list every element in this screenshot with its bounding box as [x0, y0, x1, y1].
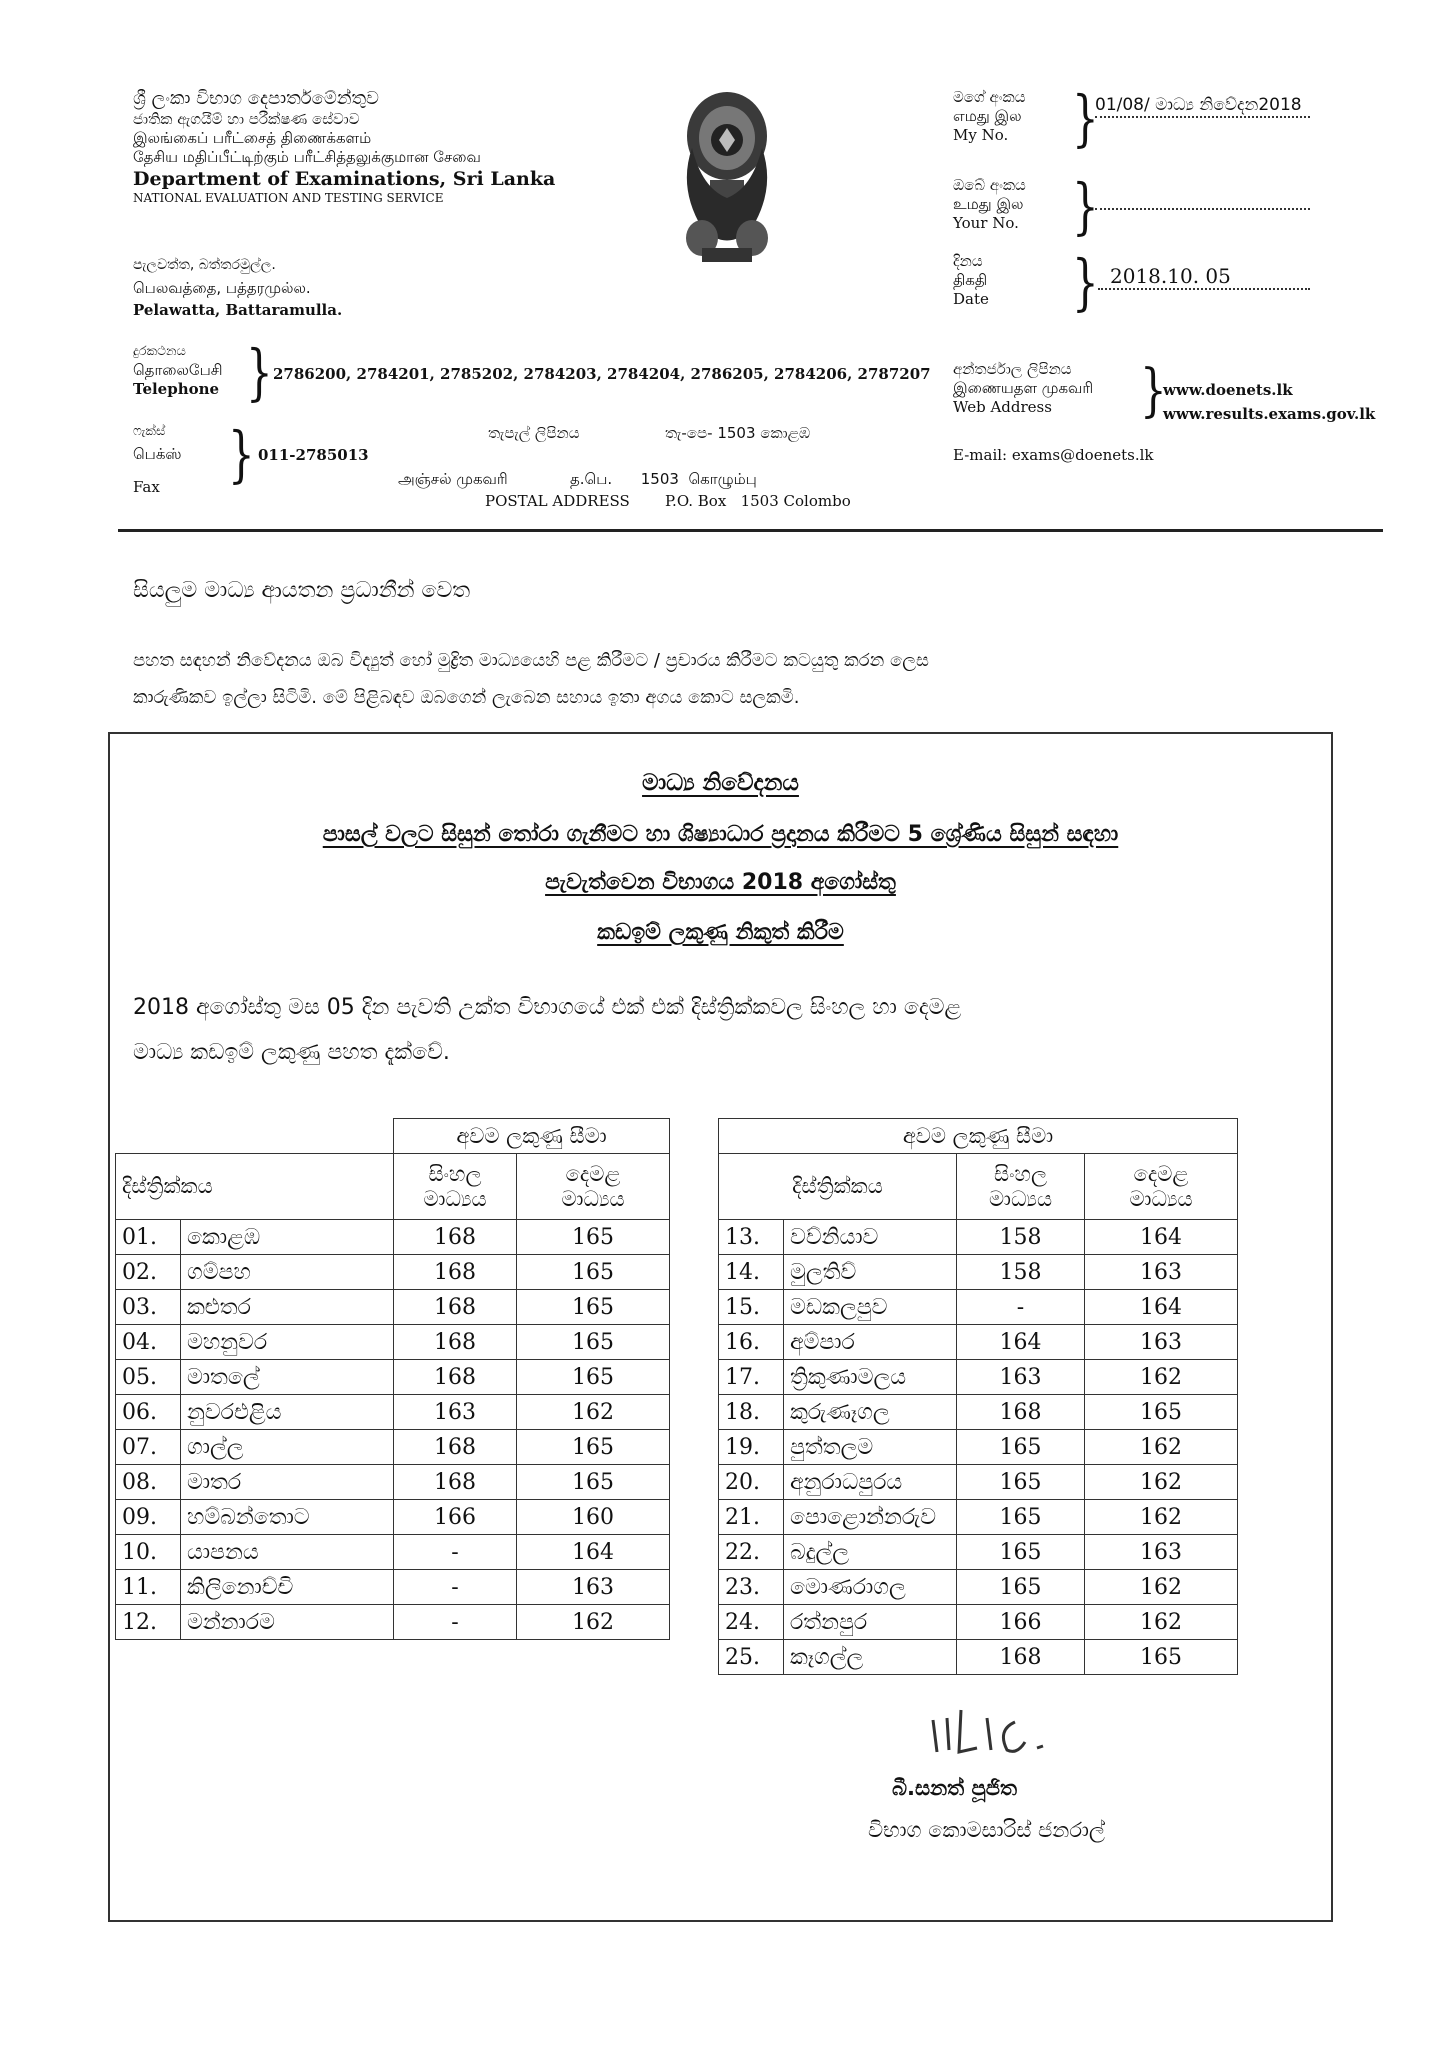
notice-title: [108, 770, 1333, 796]
district-name: හම්බන්තොට: [181, 1500, 394, 1535]
district-number: 13.: [719, 1220, 784, 1255]
tamil-cutoff: 165: [517, 1255, 670, 1290]
district-number: 12.: [116, 1605, 181, 1640]
tamil-cutoff: 165: [1085, 1395, 1238, 1430]
table-row: [116, 1430, 670, 1465]
notice-subtitle-2-text: පැවැත්වෙන විභාගය 2018 අගෝස්තු: [545, 870, 896, 895]
tamil-cutoff: 162: [1085, 1500, 1238, 1535]
tamil-cutoff: 165: [517, 1290, 670, 1325]
district-number: 03.: [116, 1290, 181, 1325]
dept-service-tamil: தேசிய மதிப்பீட்டிற்கும் பரீட்சித்தலுக்குமான சேவை: [133, 148, 481, 166]
table-row: [719, 1290, 1238, 1325]
sinhala-cutoff: 168: [394, 1465, 517, 1500]
tamil-cutoff: 163: [1085, 1535, 1238, 1570]
district-number: 06.: [116, 1395, 181, 1430]
tamil-cutoff: 164: [1085, 1220, 1238, 1255]
district-number: 17.: [719, 1360, 784, 1395]
intro-line-1: පහත සඳහන් නිවේදනය ඔබ විද්‍යුත් හෝ මුද්‍රිත මාධ්‍යයෙහි පළ කිරීමට / ප්‍රචාරය කිරීමට කටයුතු කරන ලෙස: [133, 650, 929, 671]
tamil-cutoff: 162: [517, 1605, 670, 1640]
district-number: 08.: [116, 1465, 181, 1500]
district-name: මුලතිව්: [784, 1255, 957, 1290]
sinhala-cutoff: 168: [394, 1325, 517, 1360]
dept-name-english: Department of Examinations, Sri Lanka: [133, 168, 556, 190]
district-number: 23.: [719, 1570, 784, 1605]
table-row: [719, 1500, 1238, 1535]
district-name: වව්නියාව: [784, 1220, 957, 1255]
my-no-label-sinhala: මගේ අංකය: [953, 88, 1026, 106]
district-number: 01.: [116, 1220, 181, 1255]
your-no-value: [1095, 190, 1310, 210]
date-labels: [953, 252, 1078, 309]
address-block: [133, 256, 513, 320]
table-row: [116, 1570, 670, 1605]
district-number: 15.: [719, 1290, 784, 1325]
sri-lanka-emblem: [672, 88, 782, 268]
district-number: 20.: [719, 1465, 784, 1500]
dept-name-sinhala: ශ්‍රී ලංකා විභාග දෙපාර්තමේන්තුව: [133, 88, 379, 109]
table-row: [719, 1360, 1238, 1395]
table-row: [719, 1640, 1238, 1675]
sinhala-cutoff: 165: [957, 1500, 1085, 1535]
table-row: [719, 1325, 1238, 1360]
sinhala-cutoff: 168: [394, 1430, 517, 1465]
table-left-sinhala-header: සිංහල මාධ්‍යය: [394, 1154, 517, 1220]
telephone-numbers: 2786200, 2784201, 2785202, 2784203, 2784204, 2786205, 2784206, 2787207: [273, 365, 931, 383]
district-name: කිලිනොච්චි: [181, 1570, 394, 1605]
sinhala-cutoff: 164: [957, 1325, 1085, 1360]
table-right-tamil-header: දෙමළ මාධ්‍යය: [1085, 1154, 1238, 1220]
tamil-cutoff: 165: [517, 1430, 670, 1465]
district-name: ත්‍රිකුණාමලය: [784, 1360, 957, 1395]
fax-number: 011-2785013: [258, 446, 369, 464]
district-number: 04.: [116, 1325, 181, 1360]
district-name: කෑගල්ල: [784, 1640, 957, 1675]
tamil-cutoff: 163: [517, 1570, 670, 1605]
district-number: 05.: [116, 1360, 181, 1395]
table-row: [719, 1220, 1238, 1255]
signature-mark: [925, 1700, 1065, 1760]
notice-subtitle-2: [108, 870, 1333, 895]
table-row: [116, 1395, 670, 1430]
district-name: ගම්පහ: [181, 1255, 394, 1290]
tamil-cutoff: 164: [1085, 1290, 1238, 1325]
sinhala-cutoff: -: [957, 1290, 1085, 1325]
postal-label-tamil: அஞ்சல் முகவரி: [398, 470, 508, 488]
sinhala-cutoff: 168: [394, 1290, 517, 1325]
district-number: 11.: [116, 1570, 181, 1605]
your-no-label-english: Your No.: [953, 214, 1019, 232]
salutation: සියලුම මාධ්‍ය ආයතන ප්‍රධානීන් වෙත: [133, 578, 471, 603]
sinhala-cutoff: 168: [957, 1395, 1085, 1430]
district-name: අනුරාධපුරය: [784, 1465, 957, 1500]
table-left-district-header: දිස්ත්‍රික්කය: [116, 1154, 394, 1220]
intro-line-2: කාරුණිකව ඉල්ලා සිටිමි. මේ පිළිබඳව ඔබගෙන් ලැබෙන සහාය ඉතා අගය කොට සලකමි.: [133, 687, 800, 708]
fax-label-tamil: பெக்ஸ்: [133, 445, 182, 463]
district-name: නුවරඑළිය: [181, 1395, 394, 1430]
notice-subtitle-3-text: කඩඉම් ලකුණු නිකුත් කිරීම: [597, 920, 844, 945]
district-number: 22.: [719, 1535, 784, 1570]
tamil-cutoff: 162: [1085, 1605, 1238, 1640]
table-right-body: [719, 1220, 1238, 1675]
table-row: [116, 1290, 670, 1325]
notice-paragraph-2: මාධ්‍ය කඩඉම් ලකුණු පහත දැක්වේ.: [133, 1040, 450, 1065]
postal-value-sinhala: තැ-පෙ- 1503 කොළඹ: [665, 424, 811, 442]
signatory-name: බී.සනත් පූජිත: [892, 1776, 1017, 1800]
telephone-label-tamil: தொலைபேசி: [133, 361, 223, 379]
tamil-cutoff: 162: [1085, 1465, 1238, 1500]
address-tamil: பெலவத்தை, பத்தரமுல்ல.: [133, 279, 311, 297]
sinhala-cutoff: 166: [957, 1605, 1085, 1640]
tamil-cutoff: 165: [517, 1360, 670, 1395]
table-row: [116, 1255, 670, 1290]
my-no-labels: [953, 88, 1078, 145]
your-no-label-tamil: உமது இல: [953, 195, 1024, 213]
dept-service-english: NATIONAL EVALUATION AND TESTING SERVICE: [133, 191, 444, 205]
notice-subtitle-1-text: පාසල් වලට සිසුන් තෝරා ගැනීමට හා ශිෂ්‍යාධාර ප්‍රදානය කිරීමට 5 ශ්‍රේණිය සිසුන් සඳහා: [322, 822, 1119, 847]
your-no-brace: }: [1072, 170, 1099, 242]
web-url-2[interactable]: www.results.exams.gov.lk: [1163, 405, 1376, 423]
district-number: 07.: [116, 1430, 181, 1465]
my-no-value: 01/08/ මාධ්‍ය නිවේදන2018: [1095, 94, 1310, 118]
sinhala-cutoff: 168: [394, 1360, 517, 1395]
sinhala-cutoff: 165: [957, 1430, 1085, 1465]
district-name: කළුතර: [181, 1290, 394, 1325]
tamil-cutoff: 164: [517, 1535, 670, 1570]
sinhala-cutoff: 163: [957, 1360, 1085, 1395]
district-number: 09.: [116, 1500, 181, 1535]
sinhala-cutoff: 165: [957, 1465, 1085, 1500]
postal-value-tamil: த.பெ. 1503 கொழும்பு: [570, 470, 757, 488]
web-url-1[interactable]: www.doenets.lk: [1163, 381, 1293, 399]
sinhala-cutoff: 158: [957, 1220, 1085, 1255]
district-number: 14.: [719, 1255, 784, 1290]
date-value: 2018.10. 05: [1098, 264, 1310, 290]
table-row: [116, 1465, 670, 1500]
district-name: ගාල්ල: [181, 1430, 394, 1465]
tamil-cutoff: 163: [1085, 1325, 1238, 1360]
telephone-brace: }: [246, 336, 273, 408]
sinhala-cutoff: 163: [394, 1395, 517, 1430]
sinhala-cutoff: -: [394, 1535, 517, 1570]
date-label-tamil: திகதி: [953, 271, 988, 289]
table-row: [719, 1605, 1238, 1640]
telephone-labels: [133, 342, 258, 399]
tamil-cutoff: 163: [1085, 1255, 1238, 1290]
web-label-tamil: இணையதள முகவரி: [953, 379, 1094, 397]
district-name: යාපනය: [181, 1535, 394, 1570]
table-left-body: [116, 1220, 670, 1640]
fax-label-english: Fax: [133, 478, 160, 496]
table-row: [719, 1395, 1238, 1430]
table-row: [719, 1570, 1238, 1605]
date-label-sinhala: දිනය: [953, 252, 983, 270]
postal-label-english: POSTAL ADDRESS: [485, 492, 630, 510]
table-right-district-header: දිස්ත්‍රික්කය: [719, 1154, 957, 1220]
table-right-sinhala-header: සිංහල මාධ්‍යය: [957, 1154, 1085, 1220]
telephone-label-english: Telephone: [133, 380, 220, 398]
my-no-label-english: My No.: [953, 126, 1009, 144]
tamil-cutoff: 160: [517, 1500, 670, 1535]
district-number: 24.: [719, 1605, 784, 1640]
district-number: 25.: [719, 1640, 784, 1675]
table-row: [719, 1535, 1238, 1570]
fax-labels: [133, 422, 243, 497]
table-row: [116, 1500, 670, 1535]
my-no-brace: }: [1072, 82, 1099, 154]
district-name: රත්නපුර: [784, 1605, 957, 1640]
tamil-cutoff: 162: [1085, 1360, 1238, 1395]
table-row: [719, 1465, 1238, 1500]
notice-subtitle-1: [108, 822, 1333, 847]
notice-subtitle-3: [108, 920, 1333, 945]
district-name: කොළඹ: [181, 1220, 394, 1255]
notice-paragraph-1: 2018 අගෝස්තු මස 05 දින පැවති උක්ත විභාගයේ එක් එක් දිස්ත්‍රික්කවල සිංහල හා දෙමළ: [133, 995, 962, 1020]
table-row: [719, 1430, 1238, 1465]
sinhala-cutoff: 165: [957, 1570, 1085, 1605]
tamil-cutoff: 162: [1085, 1430, 1238, 1465]
address-english: Pelawatta, Battaramulla.: [133, 301, 343, 319]
district-name: මාතලේ: [181, 1360, 394, 1395]
table-row: [116, 1325, 670, 1360]
district-name: කුරුණෑගල: [784, 1395, 957, 1430]
email-address[interactable]: E-mail: exams@doenets.lk: [953, 446, 1154, 464]
table-left-tamil-header: දෙමළ මාධ්‍යය: [517, 1154, 670, 1220]
district-name: මාතර: [181, 1465, 394, 1500]
web-labels: [953, 360, 1158, 417]
district-name: පොළොන්නරුව: [784, 1500, 957, 1535]
dept-name-tamil: இலங்கைப் பரீட்சைத் திணைக்களம்: [133, 129, 372, 147]
fax-label-sinhala: ෆැක්ස්: [133, 424, 166, 439]
your-no-label-sinhala: ඔබේ අංකය: [953, 176, 1026, 194]
tamil-cutoff: 165: [517, 1465, 670, 1500]
notice-title-text: මාධ්‍ය නිවේදනය: [642, 770, 799, 796]
sinhala-cutoff: 165: [957, 1535, 1085, 1570]
district-number: 02.: [116, 1255, 181, 1290]
district-name: මන්නාරම: [181, 1605, 394, 1640]
web-urls: [1163, 378, 1375, 426]
signatory-title: විභාග කොමසාරිස් ජනරාල්: [868, 1818, 1105, 1842]
web-label-sinhala: අන්තර්ජාල ලිපිනය: [953, 360, 1072, 378]
date-label-english: Date: [953, 290, 989, 308]
your-no-labels: [953, 176, 1078, 233]
sinhala-cutoff: 168: [394, 1255, 517, 1290]
district-name: පුත්තලම: [784, 1430, 957, 1465]
fax-brace: }: [228, 418, 255, 490]
web-label-english: Web Address: [953, 398, 1052, 416]
sinhala-cutoff: -: [394, 1605, 517, 1640]
district-number: 10.: [116, 1535, 181, 1570]
district-name: අම්පාර: [784, 1325, 957, 1360]
district-name: මහනුවර: [181, 1325, 394, 1360]
address-sinhala: පැලවත්ත, බත්තරමුල්ල.: [133, 257, 276, 273]
table-row: [116, 1220, 670, 1255]
tamil-cutoff: 165: [517, 1220, 670, 1255]
district-name: මඩකලපුව: [784, 1290, 957, 1325]
district-number: 16.: [719, 1325, 784, 1360]
cutoff-table-right: [718, 1118, 1238, 1675]
district-number: 18.: [719, 1395, 784, 1430]
web-brace: }: [1140, 356, 1167, 423]
table-row: [719, 1255, 1238, 1290]
tamil-cutoff: 162: [1085, 1570, 1238, 1605]
sinhala-cutoff: -: [394, 1570, 517, 1605]
tamil-cutoff: 165: [517, 1325, 670, 1360]
table-row: [116, 1605, 670, 1640]
table-row: [116, 1360, 670, 1395]
my-no-label-tamil: எமது இல: [953, 107, 1022, 125]
sinhala-cutoff: 168: [394, 1220, 517, 1255]
sinhala-cutoff: 168: [957, 1640, 1085, 1675]
sinhala-cutoff: 166: [394, 1500, 517, 1535]
table-row: [116, 1535, 670, 1570]
postal-value-english: P.O. Box 1503 Colombo: [665, 492, 851, 510]
district-number: 19.: [719, 1430, 784, 1465]
telephone-label-sinhala: දුරකථනය: [133, 344, 186, 359]
dept-name-block: [133, 88, 693, 205]
tamil-cutoff: 165: [1085, 1640, 1238, 1675]
table-right-group-header: අවම ලකුණු සීමා: [719, 1119, 1238, 1154]
cutoff-table-left: [115, 1118, 670, 1640]
dept-service-sinhala: ජාතික ඇගයීම් හා පරීක්ෂණ සේවාව: [133, 110, 360, 128]
sinhala-cutoff: 158: [957, 1255, 1085, 1290]
district-number: 21.: [719, 1500, 784, 1535]
tamil-cutoff: 162: [517, 1395, 670, 1430]
district-name: බදුල්ල: [784, 1535, 957, 1570]
district-name: මොණරාගල: [784, 1570, 957, 1605]
header-divider: [118, 529, 1383, 532]
postal-label-sinhala: තැපැල් ලිපිනය: [488, 424, 580, 442]
table-left-group-header: අවම ලකුණු සීමා: [394, 1119, 670, 1154]
date-brace: }: [1072, 246, 1099, 318]
